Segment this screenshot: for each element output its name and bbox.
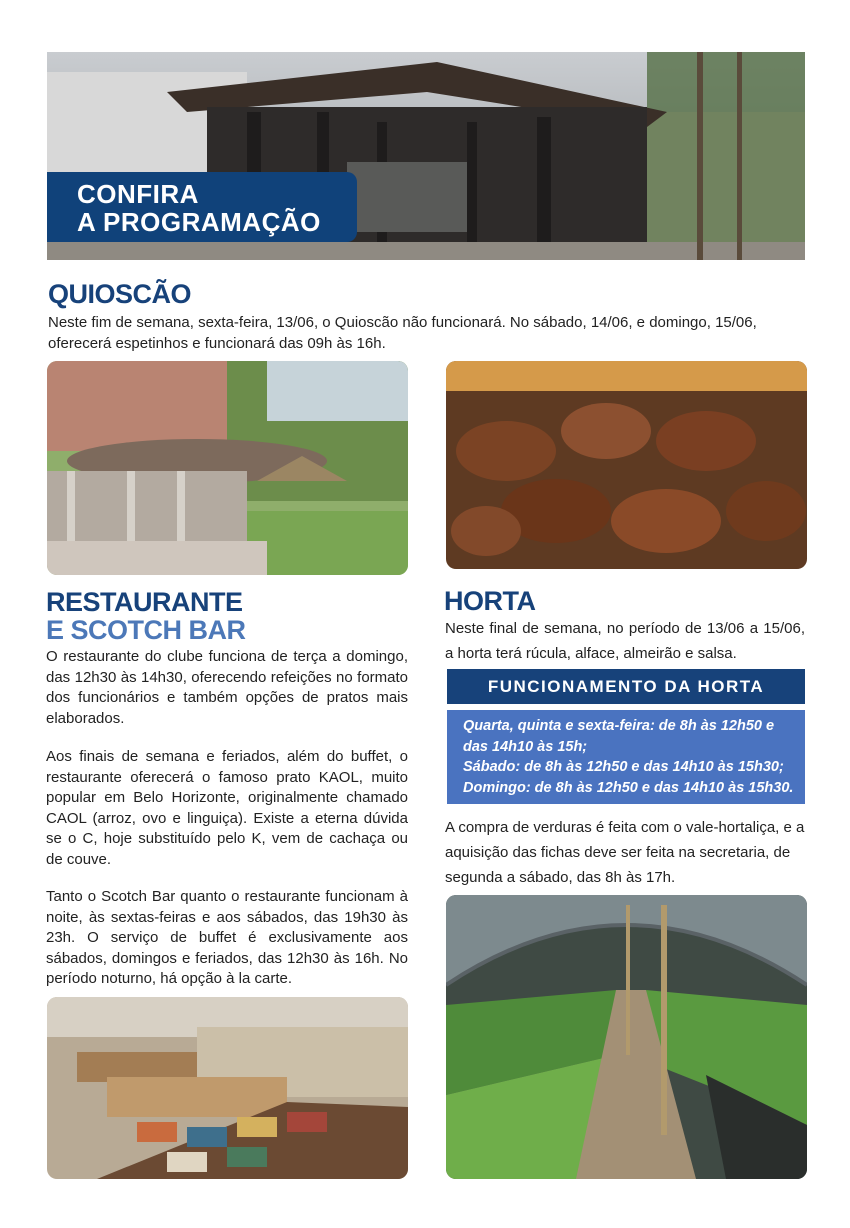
horta-title: HORTA: [444, 586, 536, 616]
quioscao-title: QUIOSCÃO: [48, 279, 192, 309]
restaurant-tables-photo: [47, 997, 408, 1179]
restaurante-paragraph-3: Tanto o Scotch Bar quanto o restaurante funcionam à noite, às sextas-feiras e aos sábados, das 19h30 às 23h. O serviço de buffet é exclusivamente aos sábados, domingos e feriados, das 12h30 às 16h. No período noturno, há opção à la carte.: [46, 888, 408, 987]
horta-hours-sunday: Domingo: de 8h às 12h50 e das 14h10 às 15h30.: [463, 779, 794, 796]
restaurante-paragraph-2: Aos finais de semana e feriados, além do buffet, o restaurante oferecerá o famoso prato KAOL, muito popular em Belo Horizonte, originalmente chamado CAOL (arroz, ovo e linguiça). Existe a eterna dúvida se o C, hoje substituído pelo K, vem de cachaça ou de couve.: [46, 748, 408, 868]
horta-intro: Neste final de semana, no período de 13/06 a 15/06, a horta terá rúcula, alface, almeirão e salsa.: [445, 620, 805, 662]
horta-hours-title: FUNCIONAMENTO DA HORTA: [447, 669, 805, 704]
hero-title-badge: [47, 172, 357, 242]
hero-banner: [47, 52, 805, 260]
restaurante-title-line-2: E SCOTCH BAR: [46, 615, 246, 645]
grilled-meat-photo: [446, 361, 807, 569]
greenhouse-photo: [446, 895, 807, 1179]
quioscao-text: Neste fim de semana, sexta-feira, 13/06, o Quioscão não funcionará. No sábado, 14/06, e domingo, 15/06, oferecerá espetinhos e funcionará das 09h às 16h.: [48, 314, 757, 352]
horta-hours-box: [447, 710, 805, 804]
hero-title-line-2: A PROGRAMAÇÃO: [77, 207, 321, 237]
hero-title-line-1: CONFIRA: [77, 179, 199, 209]
restaurante-paragraph-1: O restaurante do clube funciona de terça a domingo, das 12h30 às 14h30, oferecendo refeições no formato dos funcionários e também opções de pratos mais elaborados.: [46, 648, 408, 727]
horta-hours-weekdays: Quarta, quinta e sexta-feira: de 8h às 12h50 e das 14h10 às 15h;: [463, 718, 775, 755]
restaurant-terrace-photo: [47, 361, 408, 575]
horta-purchase-text: A compra de verduras é feita com o vale-hortaliça, e a aquisição das fichas deve ser feita na secretaria, de segunda a sábado, das 8h às 17h.: [445, 819, 805, 886]
horta-hours-saturday: Sábado: de 8h às 12h50 e das 14h10 às 15h30;: [463, 759, 784, 775]
restaurante-title-line-1: RESTAURANTE: [46, 587, 243, 617]
